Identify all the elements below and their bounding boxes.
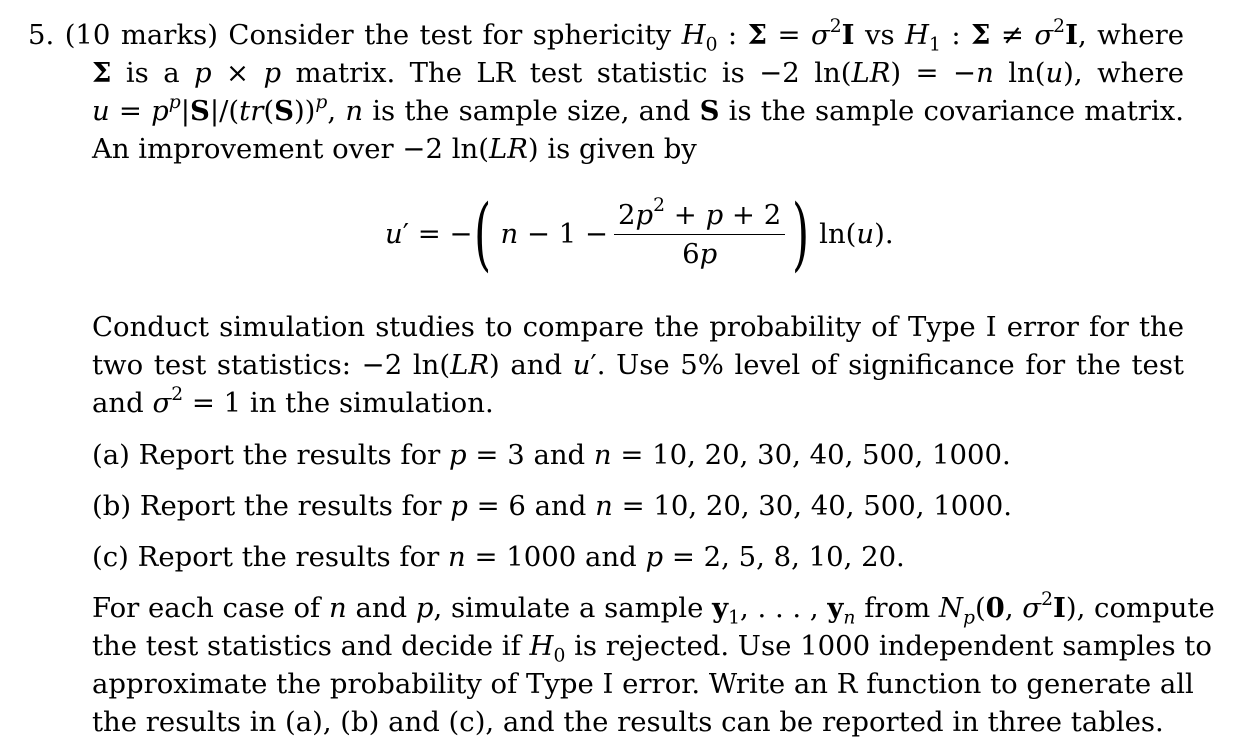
problem-statement-line-2: Σ is a p × p matrix. The LR test statistic is −2 ln(LR) = −n ln(u), where [92,57,1185,89]
u-definition: $u = p^p|S|/(tr(S))^p$, [92,91,337,127]
u-prime-equation: u′ = − ( n − 1 − $\frac{2p^2 + p + 2}{6p}$ ) ln(u). [385,187,894,280]
final-paragraph-line-1: For each case of n and p, simulate a sample $y_1$, . . . , $y_n$ from $N_p(0$, $\sigma^2I$), compute [92,588,1215,629]
problem-statement-line-4: An improvement over −2 ln(LR) is given by [92,133,697,165]
simulation-paragraph-line-2: two test statistics: −2 ln(LR) and u′. Use 5% level of significance for the test [92,349,1184,381]
part-c: (c) Report the results for n = 1000 and p = 2, 5, 8, 10, 20. [92,541,905,573]
right-paren: ) [792,187,810,280]
simulation-paragraph-line-1: Conduct simulation studies to compare the probability of Type I error for the [92,311,1184,343]
problem-marks: (10 marks) [64,19,218,51]
correction-fraction: $\frac{2p^2 + p + 2}{6p}$ [614,199,785,270]
problem-statement-line-3: $u = p^p|S|/(tr(S))^p$, n is the sample size, and S is the sample covariance matrix. [92,91,1184,127]
final-paragraph-line-2: the test statistics and decide if $H_0$ is rejected. Use 1000 independent samples to [92,630,1212,667]
left-paren: ( [473,187,491,280]
part-b: (b) Report the results for p = 6 and n = 10, 20, 30, 40, 500, 1000. [92,490,1012,522]
final-paragraph-line-4: the results in (a), (b) and (c), and the results can be reported in three tables. [92,706,1164,738]
simulation-paragraph-line-3: and $\sigma^2 = 1$ in the simulation. [92,383,494,419]
final-paragraph-line-3: approximate the probability of Type I error. Write an R function to generate all [92,668,1194,700]
lr-statistic: −2 ln(LR) = −n ln(u), [759,57,1083,89]
problem-number: 5. [28,19,55,51]
problem-statement-line-1: 5. (10 marks) Consider the test for sphericity $H_0$ : $\Sigma = \sigma^2I$ vs $H_1$ : $\Sigma \ne \sigma^2I$, where [28,15,1185,56]
part-a: (a) Report the results for p = 3 and n = 10, 20, 30, 40, 500, 1000. [92,439,1011,471]
null-hypothesis: $H_0$ : $\Sigma = \sigma^2I$ [681,15,855,56]
alt-hypothesis: $H_1$ : $\Sigma \ne \sigma^2I$ [905,15,1078,56]
